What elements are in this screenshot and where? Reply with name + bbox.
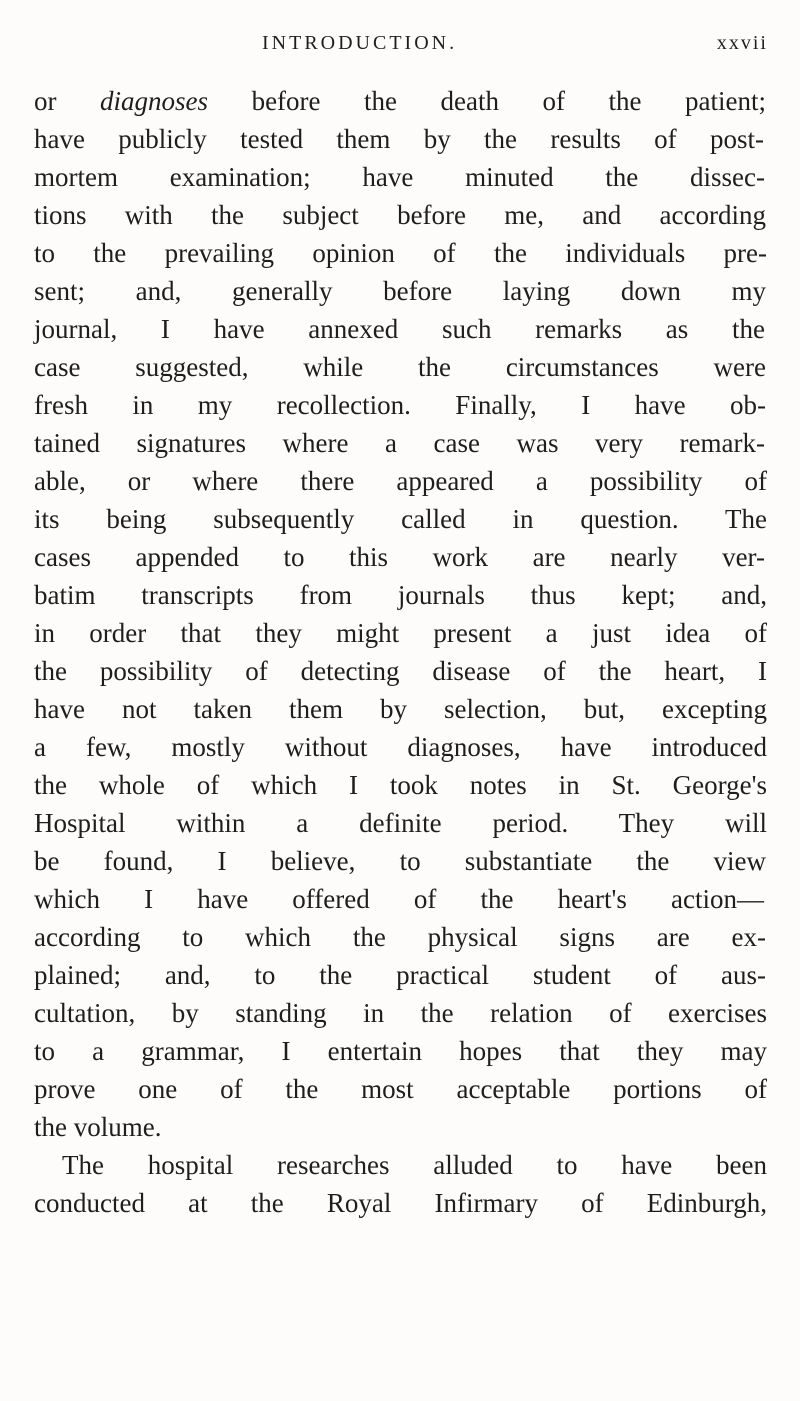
page-number: xxvii	[716, 32, 768, 54]
page-header	[262, 32, 768, 62]
text-line-16: the possibility of detecting disease of the heart, I	[34, 656, 767, 686]
text-line-17: have not taken them by selection, but, excepting	[34, 694, 767, 724]
text-line-20: Hospital within a definite period. They will	[34, 808, 767, 838]
text-line-25: cultation, by standing in the relation of exercises	[34, 998, 767, 1028]
text-line-8: case suggested, while the circumstances were	[34, 352, 766, 382]
text-line-15: in order that they might present a just idea of	[34, 618, 767, 648]
text-line-4: tions with the subject before me, and according	[34, 200, 766, 230]
text-line-23: according to which the physical signs are ex-	[34, 922, 766, 952]
text-line-2: have publicly tested them by the results of post-	[34, 124, 764, 154]
text-line-21: be found, I believe, to substantiate the view	[34, 846, 766, 876]
text-line-29: The hospital researches alluded to have been	[62, 1150, 767, 1180]
text-line-26: to a grammar, I entertain hopes that they may	[34, 1036, 767, 1066]
text-line-11: able, or where there appeared a possibility of	[34, 466, 767, 496]
text-line-9: fresh in my recollection. Finally, I have ob-	[34, 390, 766, 420]
running-title: INTRODUCTION.	[262, 32, 458, 54]
text-line-1	[34, 82, 766, 120]
text-line-5: to the prevailing opinion of the individuals pre-	[34, 238, 767, 268]
text-line-3: mortem examination; have minuted the dissec-	[34, 162, 765, 192]
text-line-13: cases appended to this work are nearly ver-	[34, 542, 765, 572]
text-line-30: conducted at the Royal Infirmary of Edinburgh,	[34, 1188, 767, 1218]
italic-word: diagnoses	[100, 86, 209, 116]
text-line-14: batim transcripts from journals thus kept; and,	[34, 580, 767, 610]
text-line-22: which I have offered of the heart's action—	[34, 884, 764, 914]
text-line-7: journal, I have annexed such remarks as the	[34, 314, 765, 344]
text-line-6: sent; and, generally before laying down my	[34, 276, 766, 306]
first-line-rest: before the death of the patient;	[251, 86, 767, 116]
text-line-19: the whole of which I took notes in St. George's	[34, 770, 767, 800]
text-line-12: its being subsequently called in question. The	[34, 504, 767, 534]
text-line-24: plained; and, to the practical student of aus-	[34, 960, 766, 990]
text-line-27: prove one of the most acceptable portions of	[34, 1074, 767, 1104]
text-line-18: a few, mostly without diagnoses, have introduced	[34, 732, 767, 762]
first-line-prefix: or	[34, 86, 57, 116]
text-line-10: tained signatures where a case was very remark-	[34, 428, 765, 458]
text-line-28: the volume.	[34, 1112, 162, 1142]
